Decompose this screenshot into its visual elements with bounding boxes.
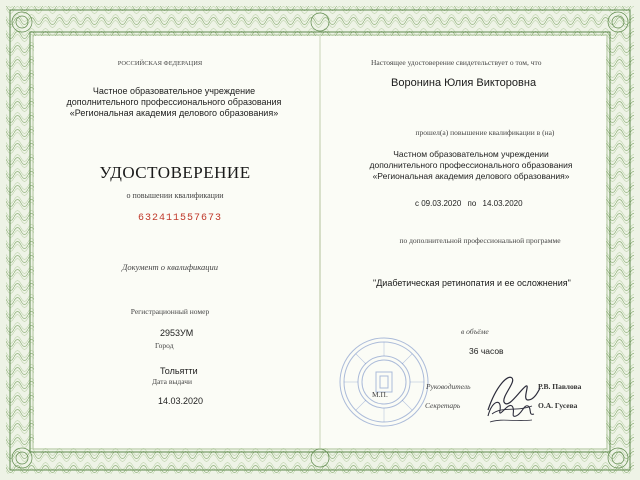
secretary-name: О.А. Гусева (538, 401, 578, 410)
org-name-line2: дополнительного профессионального образования (66, 97, 282, 107)
study-period (415, 199, 523, 208)
org-name-line3: «Региональная академия делового образования» (69, 108, 279, 118)
right-org-line3: «Региональная академия делового образования» (372, 171, 570, 181)
right-org-line1: Частном образовательном учреждении (393, 149, 549, 159)
org-name-line1: Частное образовательное учреждение (92, 86, 256, 96)
city-value: Тольятти (160, 366, 198, 376)
city-label: Город (155, 341, 174, 350)
center-fold (319, 36, 321, 448)
head-name: Р.В. Павлова (538, 382, 582, 391)
certify-text: Настоящее удостоверение свидетельствует о том, что (371, 58, 542, 67)
program-label: по дополнительной профессиональной программе (399, 236, 561, 245)
document-subtitle: о повышении квалификации (126, 191, 224, 200)
volume-value: 36 часов (469, 346, 504, 356)
document-type: Документ о квалификации (121, 262, 219, 272)
issue-date-label: Дата выдачи (152, 377, 193, 386)
period-to-date: 14.03.2020 (482, 199, 523, 208)
issue-date-value: 14.03.2020 (158, 396, 204, 406)
registration-label: Регистрационный номер (130, 307, 210, 316)
country-label: РОССИЙСКАЯ ФЕДЕРАЦИЯ (117, 60, 203, 67)
registration-number: 2953УМ (160, 328, 194, 338)
passed-text: прошел(а) повышение квалификации в (на) (415, 128, 555, 137)
document-title: УДОСТОВЕРЕНИЕ (99, 163, 251, 182)
secretary-label: Секретарь (425, 401, 461, 410)
period-from-date: 09.03.2020 (421, 199, 462, 208)
period-to-label: по (467, 199, 477, 208)
stamp-place-label: М.П. (372, 390, 388, 399)
serial-number: 632411557673 (137, 213, 222, 224)
program-name: "Диабетическая ретинопатия и ее осложнения" (373, 278, 571, 288)
official-stamp-icon (338, 336, 430, 428)
volume-label: в объёме (461, 327, 489, 336)
head-label: Руководитель (426, 382, 471, 391)
person-name: Воронина Юлия Викторовна (391, 77, 537, 89)
secretary-signature-icon (484, 392, 538, 428)
right-org-line2: дополнительного профессионального образования (369, 160, 573, 170)
period-from-label: с (415, 199, 419, 208)
